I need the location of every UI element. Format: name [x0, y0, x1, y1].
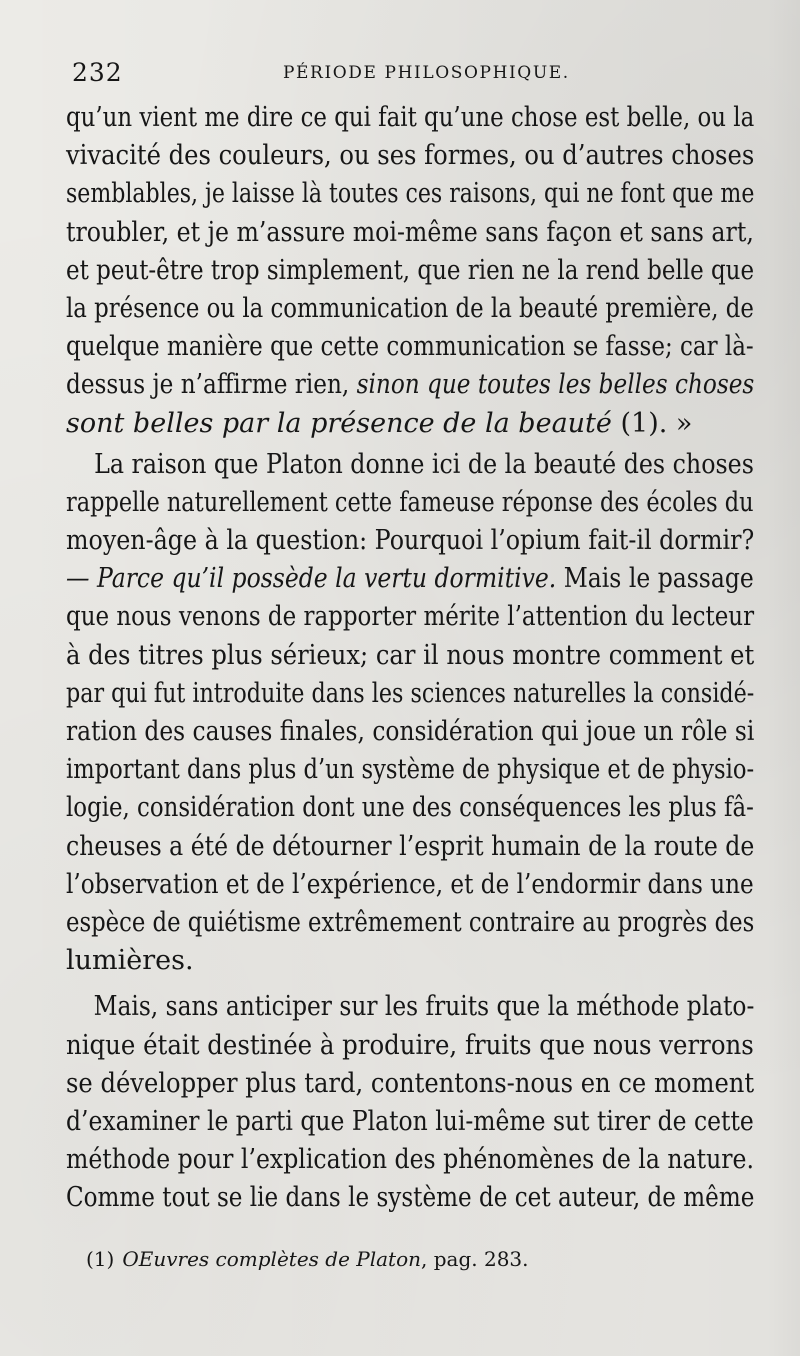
running-title: PÉRIODE PHILOSOPHIQUE. — [283, 63, 570, 83]
text-line: cheuses a été de détourner l’esprit humain de la route de — [66, 830, 755, 862]
footnote-marker: (1) — [86, 1247, 115, 1271]
text-line: important dans plus d’un système de physique et de physio- — [66, 754, 755, 786]
text-line: La raison que Platon donne ici de la beauté des choses — [94, 448, 754, 480]
text-line: logie, considération dont une des conséquences les plus fâ- — [66, 792, 754, 824]
footnote-page-ref: , pag. 283. — [421, 1247, 529, 1271]
text-line: qu’un vient me dire ce qui fait qu’une chose est belle, ou la — [66, 102, 755, 133]
text-line: l’observation et de l’expérience, et de l’endormir dans une — [66, 868, 754, 900]
text-line: se développer plus tard, contentons-nous en ce moment — [66, 1067, 755, 1099]
text-line: nique était destinée à produire, fruits que nous verrons — [66, 1029, 754, 1061]
text-line: d’examiner le parti que Platon lui-même sut tirer de cette — [66, 1105, 754, 1137]
text-line: ration des causes finales, considération qui joue un rôle si — [66, 716, 755, 747]
body-text — [66, 99, 754, 1217]
text-line: vivacité des couleurs, ou ses formes, ou d’autres choses — [66, 140, 755, 172]
text-line: et peut-être trop simplement, que rien ne la rend belle que — [66, 254, 755, 286]
text-line: espèce de quiétisme extrêmement contraire au progrès des — [66, 906, 755, 938]
text-line: dessus je n’affirme rien, sinon que toutes les belles choses — [66, 369, 755, 401]
text-line: quelque manière que cette communication se fasse; car là- — [66, 331, 754, 363]
text-line: sont belles par la présence de la beauté (1). » — [66, 407, 693, 439]
text-line: méthode pour l’explication des phénomènes de la nature. — [66, 1144, 754, 1176]
text-line: par qui fut introduite dans les sciences naturelles la considé- — [66, 677, 755, 709]
text-line: troubler, et je m’assure moi-même sans façon et sans art, — [66, 216, 754, 248]
page-number: 232 — [72, 58, 123, 87]
text-line: rappelle naturellement cette fameuse réponse des écoles du — [66, 486, 754, 518]
text-line: à des titres plus sérieux; car il nous montre comment et — [66, 639, 755, 671]
footnote-title: OEuvres complètes de Platon — [122, 1247, 422, 1271]
running-head — [72, 58, 752, 92]
text-line: moyen-âge à la question: Pourquoi l’opium fait-il dormir? — [66, 525, 755, 557]
text-line: Comme tout se lie dans le système de cet auteur, de même — [66, 1182, 755, 1214]
text-line: — Parce qu’il possède la vertu dormitive. Mais le passage — [66, 563, 754, 595]
text-line: lumières. — [66, 945, 194, 977]
text-line: semblables, je laisse là toutes ces raisons, qui ne font que me — [66, 178, 755, 210]
text-line: que nous venons de rapporter mérite l’attention du lecteur — [66, 601, 755, 633]
footnote — [86, 1245, 586, 1273]
text-line: Mais, sans anticiper sur les fruits que la méthode plato- — [93, 991, 755, 1023]
text-line: la présence ou la communication de la beauté première, de — [66, 292, 754, 324]
